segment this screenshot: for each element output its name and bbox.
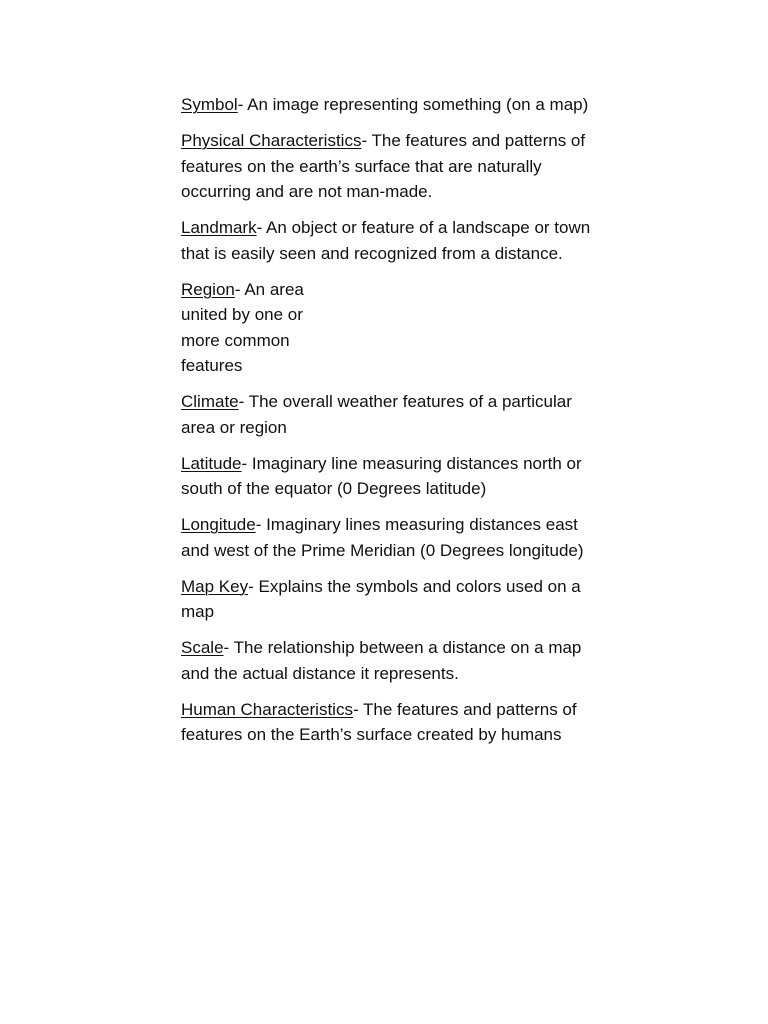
glossary-term: Climate <box>181 392 239 411</box>
glossary-entry-landmark <box>181 215 591 266</box>
glossary-entry-human-characteristics <box>181 697 591 748</box>
glossary-definition: - Imaginary lines measuring distances east and west of the Prime Meridian (0 Degrees longitude) <box>181 515 584 560</box>
glossary-definition: - An area united by one or more common features <box>181 279 304 375</box>
glossary-definition: - The features and patterns of features on the earth’s surface that are naturally occurring and are not man-made. <box>181 131 586 201</box>
glossary-term: Longitude <box>181 515 256 534</box>
glossary-definition: - Imaginary line measuring distances north or south of the equator (0 Degrees latitude) <box>181 453 582 498</box>
glossary-term: Scale <box>181 638 224 657</box>
glossary-entry-latitude <box>181 451 591 502</box>
glossary-definition: - Explains the symbols and colors used on a map <box>181 576 581 621</box>
glossary-definition: - The overall weather features of a particular area or region <box>181 392 572 437</box>
glossary-term: Map Key <box>181 576 249 596</box>
glossary-entry-longitude <box>181 512 591 563</box>
glossary-definition: - An object or feature of a landscape or town that is easily seen and recognized from a distance. <box>181 218 591 263</box>
glossary-definition: - An image representing something (on a map) <box>237 95 589 114</box>
glossary-definition: - The features and patterns of features on the Earth’s surface created by humans <box>181 699 577 744</box>
glossary-entry-symbol <box>181 92 591 118</box>
glossary-term: Physical Characteristics <box>181 131 362 150</box>
glossary-term: Human Characteristics <box>181 699 353 719</box>
glossary-term: Region <box>181 279 235 299</box>
glossary-entry-map-key <box>181 574 591 625</box>
glossary-entry-climate <box>181 389 591 440</box>
glossary-term: Latitude <box>181 453 242 473</box>
glossary-entry-scale <box>181 635 591 686</box>
glossary-term: Landmark <box>181 218 257 237</box>
glossary-list <box>181 92 591 758</box>
glossary-entry-physical-characteristics <box>181 128 591 205</box>
glossary-term: Symbol <box>181 95 238 114</box>
glossary-entry-region <box>181 277 316 379</box>
glossary-definition: - The relationship between a distance on a map and the actual distance it represents. <box>181 638 582 683</box>
